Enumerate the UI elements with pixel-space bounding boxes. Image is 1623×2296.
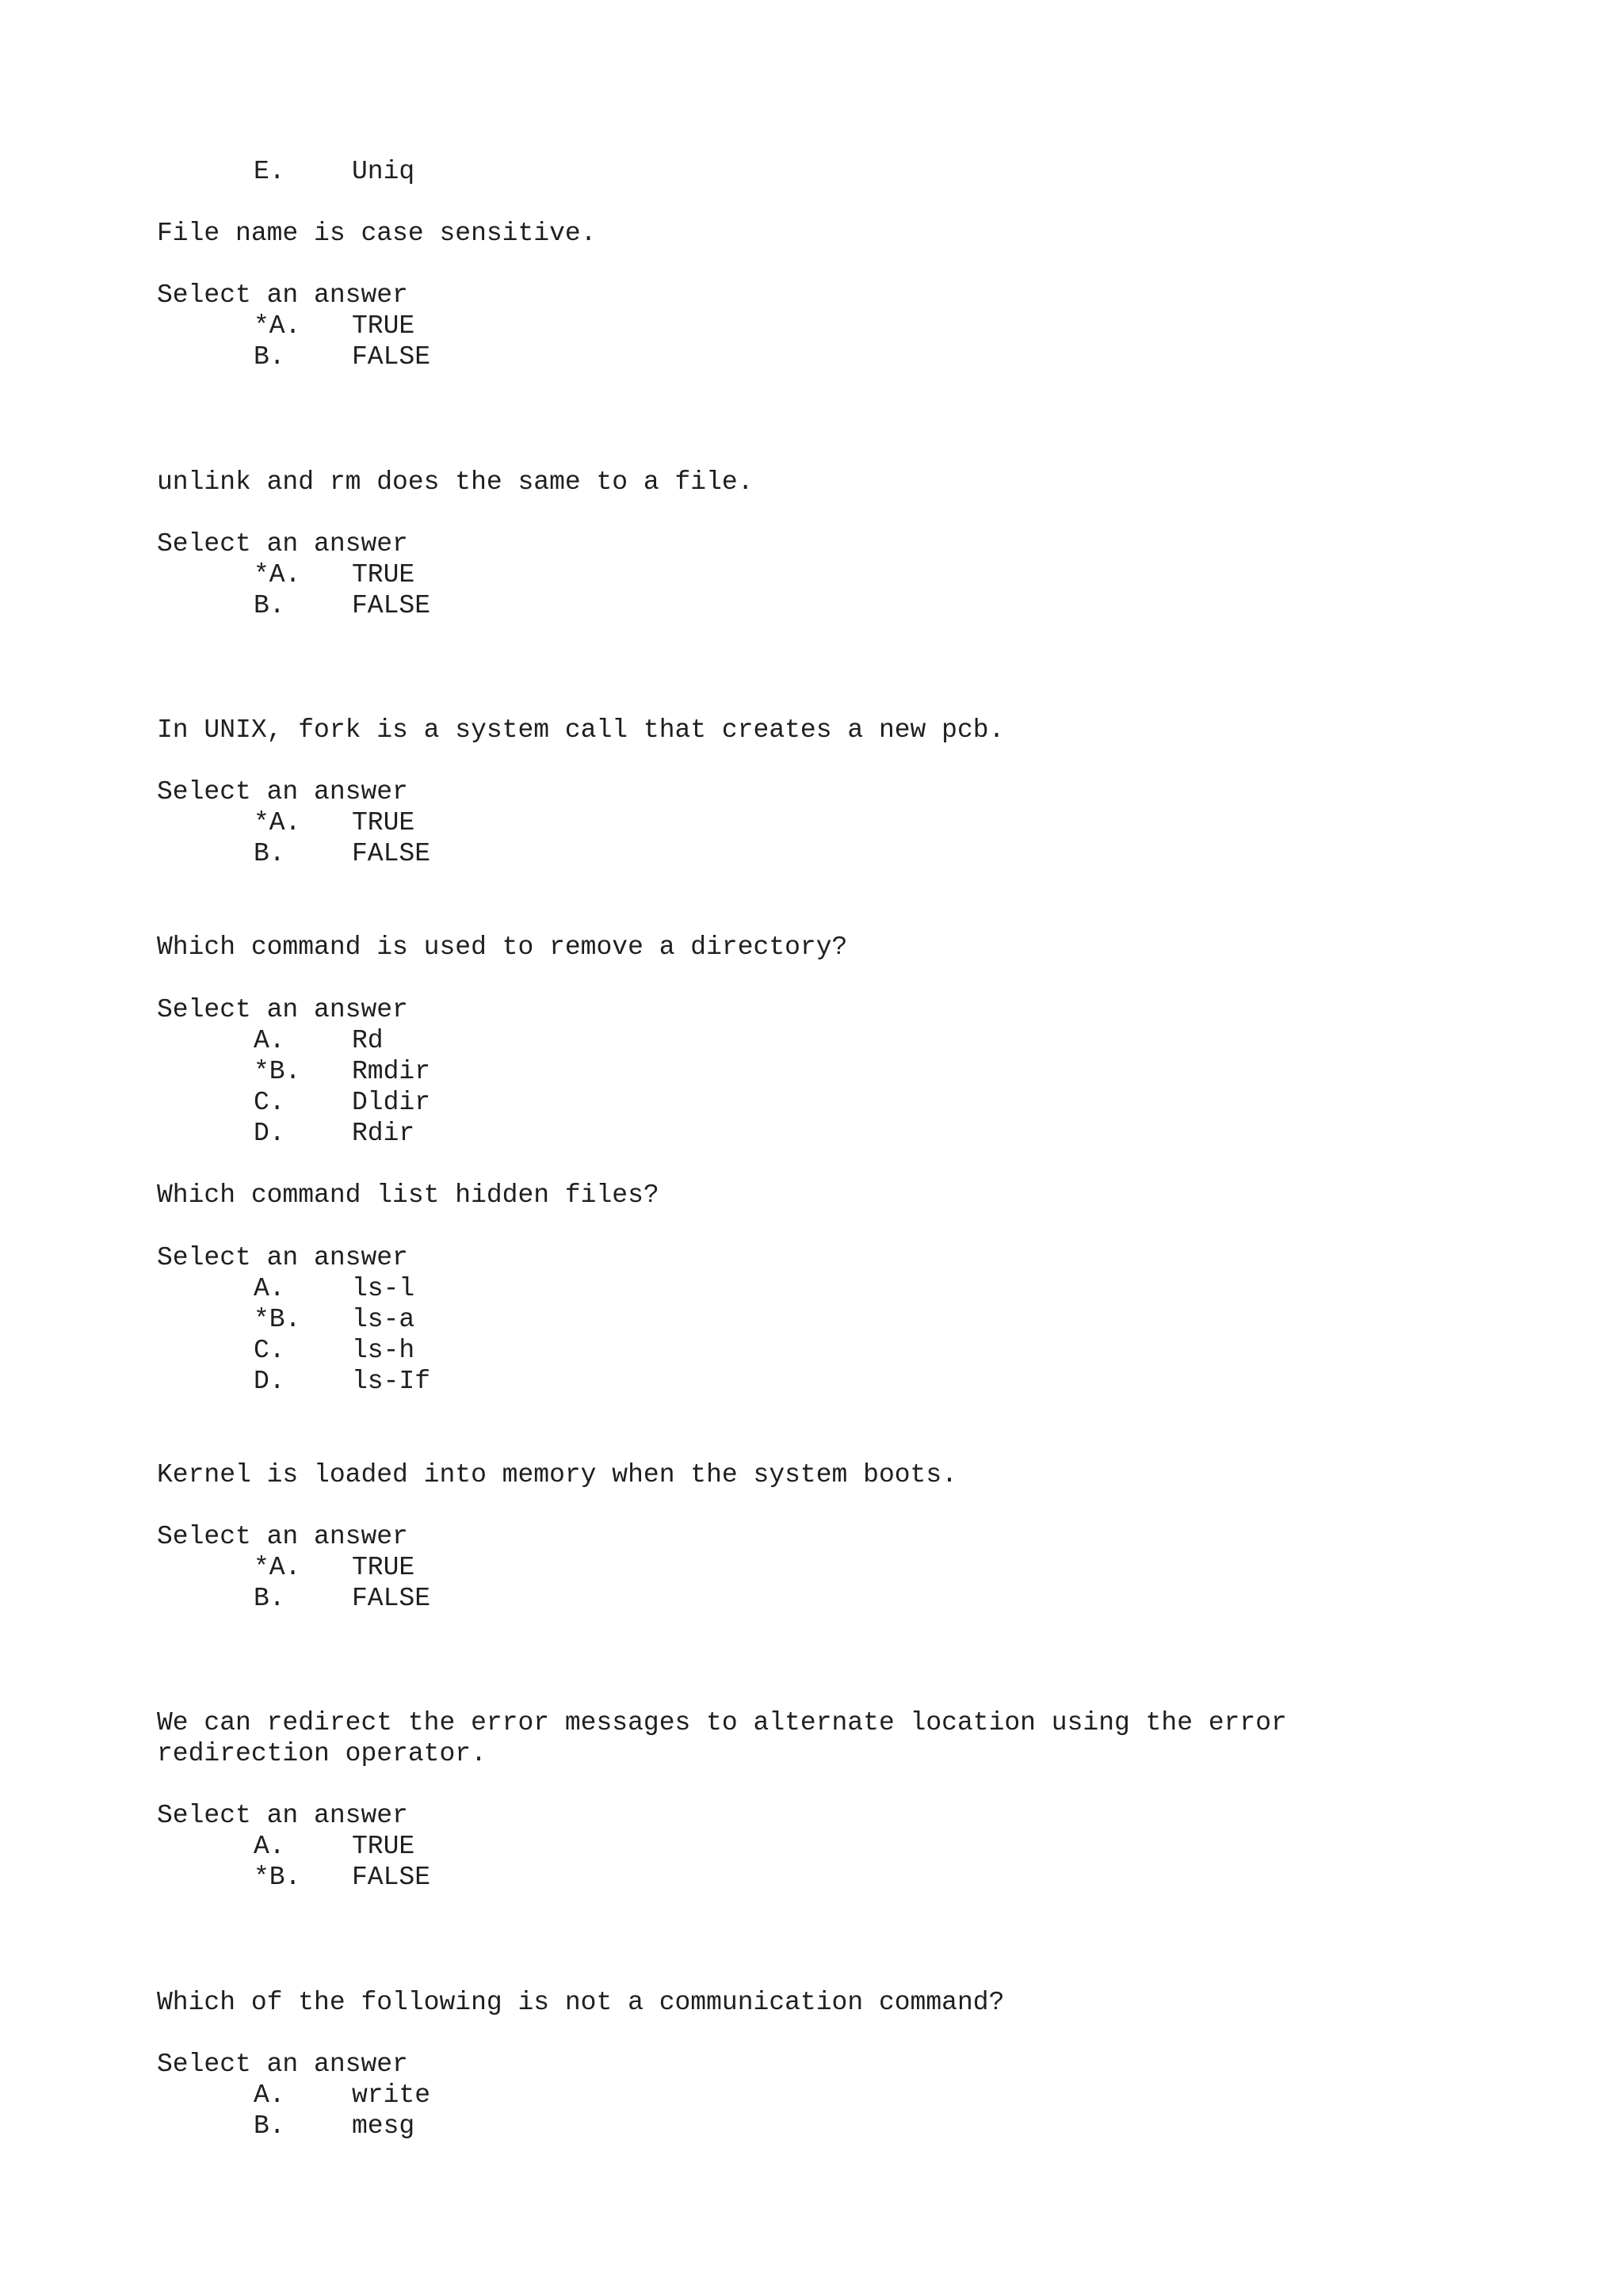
option-text: FALSE bbox=[352, 591, 431, 620]
answer-prompt: Select an answer bbox=[157, 1243, 408, 1272]
option-letter: C. bbox=[254, 1336, 285, 1365]
question-stem: unlink and rm does the same to a file. bbox=[157, 467, 754, 497]
option-letter: *B. bbox=[254, 1057, 301, 1086]
option-letter: B. bbox=[254, 1584, 285, 1613]
answer-prompt: Select an answer bbox=[157, 995, 408, 1024]
option-text: Dldir bbox=[352, 1088, 431, 1117]
option-letter: B. bbox=[254, 839, 285, 868]
option-text: Rmdir bbox=[352, 1057, 431, 1086]
option-text: mesg bbox=[352, 2111, 415, 2141]
question-stem: Which command list hidden files? bbox=[157, 1180, 659, 1210]
option-letter: *A. bbox=[254, 808, 301, 837]
option-text: TRUE bbox=[352, 1832, 415, 1861]
option-letter: *A. bbox=[254, 311, 301, 341]
option-letter: C. bbox=[254, 1088, 285, 1117]
answer-prompt: Select an answer bbox=[157, 1522, 408, 1551]
question-stem: File name is case sensitive. bbox=[157, 219, 597, 248]
answer-prompt: Select an answer bbox=[157, 777, 408, 807]
option-letter: B. bbox=[254, 2111, 285, 2141]
option-text: TRUE bbox=[352, 808, 415, 837]
question-stem: Kernel is loaded into memory when the system boots. bbox=[157, 1460, 957, 1489]
option-text: FALSE bbox=[352, 1584, 431, 1613]
option-text: TRUE bbox=[352, 560, 415, 589]
option-text: write bbox=[352, 2081, 431, 2110]
option-text: TRUE bbox=[352, 311, 415, 341]
option-letter: A. bbox=[254, 1832, 285, 1861]
option-text: Uniq bbox=[352, 157, 415, 186]
option-text: TRUE bbox=[352, 1553, 415, 1582]
question-stem: We can redirect the error messages to alternate location using the error bbox=[157, 1708, 1287, 1737]
answer-prompt: Select an answer bbox=[157, 280, 408, 310]
option-text: Rd bbox=[352, 1026, 384, 1055]
option-letter: A. bbox=[254, 1026, 285, 1055]
answer-prompt: Select an answer bbox=[157, 529, 408, 559]
question-stem: Which command is used to remove a directory? bbox=[157, 933, 848, 962]
option-letter: *B. bbox=[254, 1305, 301, 1334]
option-letter: *B. bbox=[254, 1863, 301, 1892]
option-letter: E. bbox=[254, 157, 285, 186]
option-text: FALSE bbox=[352, 342, 431, 372]
question-stem: redirection operator. bbox=[157, 1739, 487, 1768]
question-stem: Which of the following is not a communication command? bbox=[157, 1988, 1005, 2017]
question-stem: In UNIX, fork is a system call that creates a new pcb. bbox=[157, 715, 1005, 745]
option-text: ls-l bbox=[352, 1274, 415, 1303]
option-text: FALSE bbox=[352, 839, 431, 868]
option-letter: *A. bbox=[254, 560, 301, 589]
option-letter: D. bbox=[254, 1119, 285, 1148]
option-text: ls-If bbox=[352, 1367, 431, 1396]
answer-prompt: Select an answer bbox=[157, 2050, 408, 2079]
option-letter: A. bbox=[254, 1274, 285, 1303]
option-letter: B. bbox=[254, 591, 285, 620]
option-letter: B. bbox=[254, 342, 285, 372]
option-text: Rdir bbox=[352, 1119, 415, 1148]
option-letter: A. bbox=[254, 2081, 285, 2110]
option-letter: *A. bbox=[254, 1553, 301, 1582]
answer-prompt: Select an answer bbox=[157, 1801, 408, 1830]
option-text: ls-a bbox=[352, 1305, 415, 1334]
option-text: FALSE bbox=[352, 1863, 431, 1892]
option-text: ls-h bbox=[352, 1336, 415, 1365]
option-letter: D. bbox=[254, 1367, 285, 1396]
